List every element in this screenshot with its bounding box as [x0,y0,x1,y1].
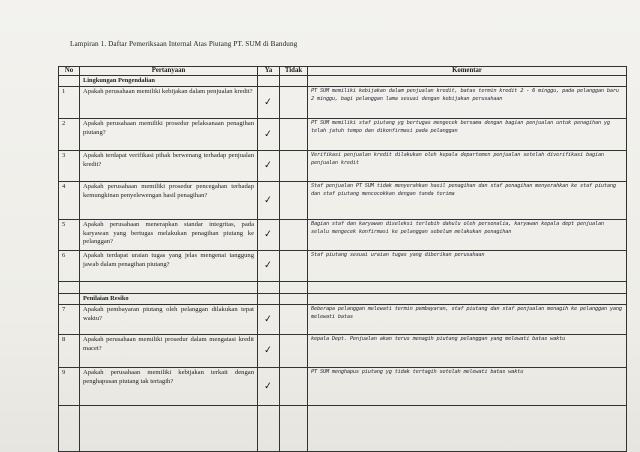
comment-text: Bagian staf dan karyawan diseleksi terlebih dahulu oleh personalia, karyawan kepala dept penjualan selalu mengecek konfirmasi ke pelanggan sebelum melakukan penagihan [308,220,627,251]
checkmark-icon: ✓ [263,128,274,141]
question-row [59,251,627,282]
row-number: 8 [59,335,80,368]
row-number: 2 [59,119,80,151]
section-row [59,76,627,87]
header-ya: Ya [258,67,280,76]
page-title: Lampiran 1. Daftar Pemeriksaan Internal Atas Piutang PT. SUM di Bandung [70,40,298,48]
question-row [59,182,627,220]
question-text: Apakah perusahaan memiliki kebijakan dalam penjualan kredit? [80,87,258,119]
question-text: Apakah terdapat verifikasi pihak berwenang terhadap penjualan kredit? [80,151,258,182]
checkmark-icon: ✓ [263,159,274,172]
tidak-cell [280,151,308,182]
question-row [59,335,627,368]
question-row [59,368,627,406]
tidak-cell [280,251,308,282]
tidak-cell [280,368,308,406]
row-number: 6 [59,251,80,282]
comment-text: kepala Dept. Penjualan akan terus menagih piutang pelanggan yang melewati batas waktu [308,335,627,368]
checkmark-icon: ✓ [263,313,274,326]
header-row [59,67,627,76]
question-text: Apakah perusahaan menerapkan standar integritas, pada karyawan yang bertugas melakukan penagihan piutang ke pelanggan? [80,220,258,251]
checkmark-icon: ✓ [263,259,274,272]
question-text: Apakah pembayaran piutang oleh pelanggan dilakukan tepat waktu? [80,305,258,335]
header-komentar: Komentar [308,67,627,76]
question-text: Apakah terdapat uraian tugas yang jelas mengenai tanggung jawab dalam penagihan piutang? [80,251,258,282]
tidak-cell [280,182,308,220]
comment-text: Staf penjualan PT SUM tidak menyerahkan hasil penagihan dan staf penagihan menyerahkan ke staf piutang dan staf piutang mencocokkan dengan tanda terima [308,182,627,220]
question-row [59,87,627,119]
comment-text: PT SUM memiliki kebijakan dalam penjualan kredit, batas termin kredit 2 - 6 minggu, pada pelanggan baru 2 minggu, bagi pelanggan lama sesuai dengan kebijakan perusahaan [308,87,627,119]
tidak-cell [280,335,308,368]
comment-text: PT SUM memiliki staf piutang yg bertugas mengecek bersama dengan bagian penjualan untuk penagihan yg telah jatuh tempo dan dikonfirmasi pada pelanggan [308,119,627,151]
checkmark-icon: ✓ [263,194,274,207]
tidak-cell [280,220,308,251]
tidak-cell [280,305,308,335]
checkmark-icon: ✓ [263,228,274,241]
comment-text: PT SUM menghapus piutang yg tidak tertagih setelah melewati batas waktu [308,368,627,406]
question-row [59,220,627,251]
comment-text: Staf piutang sesuai uraian tugas yang diberikan perusahaan [308,251,627,282]
section-title: Lingkungan Pengendalian [80,76,258,87]
checkmark-icon: ✓ [263,380,274,393]
question-text: Apakah perusahaan memiliki prosedur dalam mengatasi kredit macet? [80,335,258,368]
checkmark-icon: ✓ [263,96,274,109]
blank-row [59,282,627,294]
tidak-cell [280,87,308,119]
tidak-cell [280,119,308,151]
row-number: 3 [59,151,80,182]
question-row [59,119,627,151]
comment-text: Beberapa pelanggan melewati termin pembayaran, staf piutang dan staf penjualan menagih ke pelanggan yang melewati batas [308,305,627,335]
row-number: 5 [59,220,80,251]
checklist-table [58,66,627,452]
question-row [59,151,627,182]
question-text: Apakah perusahaan memiliki kebijakan terkait dengan penghapusan piutang tak tertagih? [80,368,258,406]
row-number: 4 [59,182,80,220]
header-no: No [59,67,80,76]
checkmark-icon: ✓ [263,344,274,357]
question-row [59,305,627,335]
row-number: 1 [59,87,80,119]
header-tidak: Tidak [280,67,308,76]
section-title: Penilaian Resiko [80,294,258,305]
comment-text: Verifikasi penjualan kredit dilakukan oleh kepala departemen penjualan setelah diverifikasi bagian penjualan kredit [308,151,627,182]
row-number: 7 [59,305,80,335]
header-pertanyaan: Pertanyaan [80,67,258,76]
section-row [59,294,627,305]
row-number: 9 [59,368,80,406]
question-text: Apakah perusahaan memiliki prosedur pencegahan terhadap kemungkinan penyelewengan hasil penagihan? [80,182,258,220]
question-text: Apakah perusahaan memiliki prosedur pelaksanaan penagihan piutang? [80,119,258,151]
blank-row [59,406,627,452]
